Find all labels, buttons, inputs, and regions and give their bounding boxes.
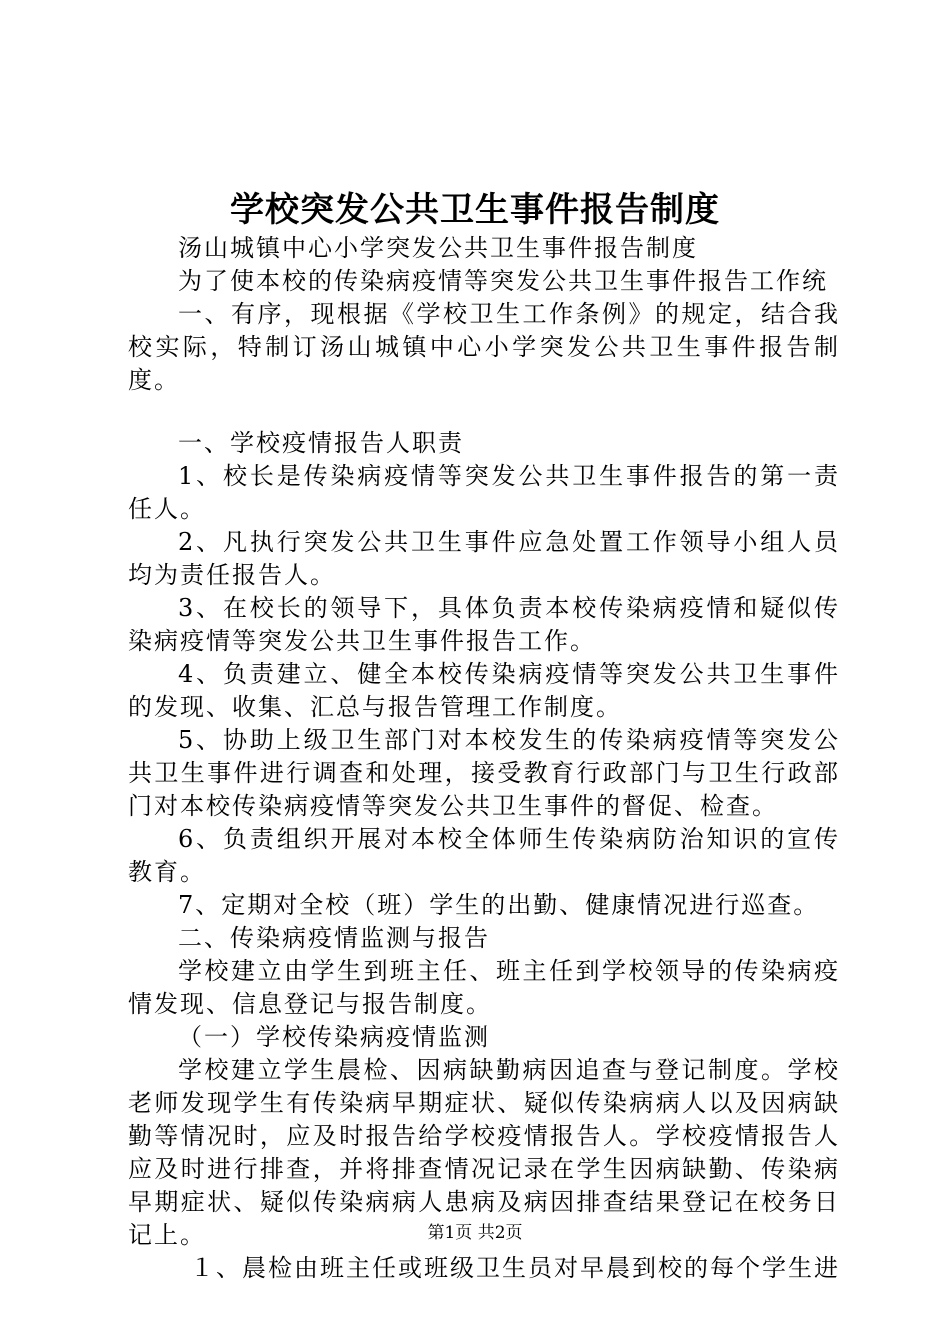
paragraph: 4、负责建立、健全本校传染病疫情等突发公共卫生事件的发现、收集、汇总与报告管理工作制度。 [128,660,840,721]
paragraph: 1、校长是传染病疫情等突发公共卫生事件报告的第一责任人。 [128,462,840,523]
paragraph: 为了使本校的传染病疫情等突发公共卫生事件报告工作统 [178,267,828,295]
subsection-heading: （一）学校传染病疫情监测 [178,1023,490,1051]
paragraph: １、晨检由班主任或班级卫生员对早晨到校的每个学生进 [190,1254,840,1282]
paragraph: 3、在校长的领导下，具体负责本校传染病疫情和疑似传染病疫情等突发公共卫生事件报告工作。 [128,594,840,655]
document-body [128,232,840,1285]
paragraph: 一、有序，现根据《学校卫生工作条例》的规定，结合我校实际，特制订汤山城镇中心小学突发公共卫生事件报告制度。 [128,300,840,394]
document-title: 学校突发公共卫生事件报告制度 [230,190,720,230]
paragraph: 学校建立由学生到班主任、班主任到学校领导的传染病疫情发现、信息登记与报告制度。 [128,957,840,1018]
paragraph: 7、定期对全校（班）学生的出勤、健康情况进行巡查。 [178,891,820,919]
paragraph: 2、凡执行突发公共卫生事件应急处置工作领导小组人员均为责任报告人。 [128,528,840,589]
paragraph: 汤山城镇中心小学突发公共卫生事件报告制度 [178,234,698,262]
section-heading: 二、传染病疫情监测与报告 [178,924,490,952]
paragraph: 5、协助上级卫生部门对本校发生的传染病疫情等突发公共卫生事件进行调查和处理，接受教育行政部门与卫生行政部门对本校传染病疫情等突发公共卫生事件的督促、检查。 [128,726,840,820]
paragraph-spacer [128,397,840,427]
paragraph: 6、负责组织开展对本校全体师生传染病防治知识的宣传教育。 [128,825,840,886]
paragraph: 学校建立学生晨检、因病缺勤病因追查与登记制度。学校老师发现学生有传染病早期症状、疑似传染病病人以及因病缺勤等情况时，应及时报告给学校疫情报告人。学校疫情报告人应及时进行排查，并将排查情况记录在学生因病缺勤、传染病早期症状、疑似传染病病人患病及病因排查结果登记在校务日记上。 [128,1056,840,1249]
section-heading: 一、学校疫情报告人职责 [178,429,464,457]
page-footer: 第1页 共2页 [427,1223,523,1243]
